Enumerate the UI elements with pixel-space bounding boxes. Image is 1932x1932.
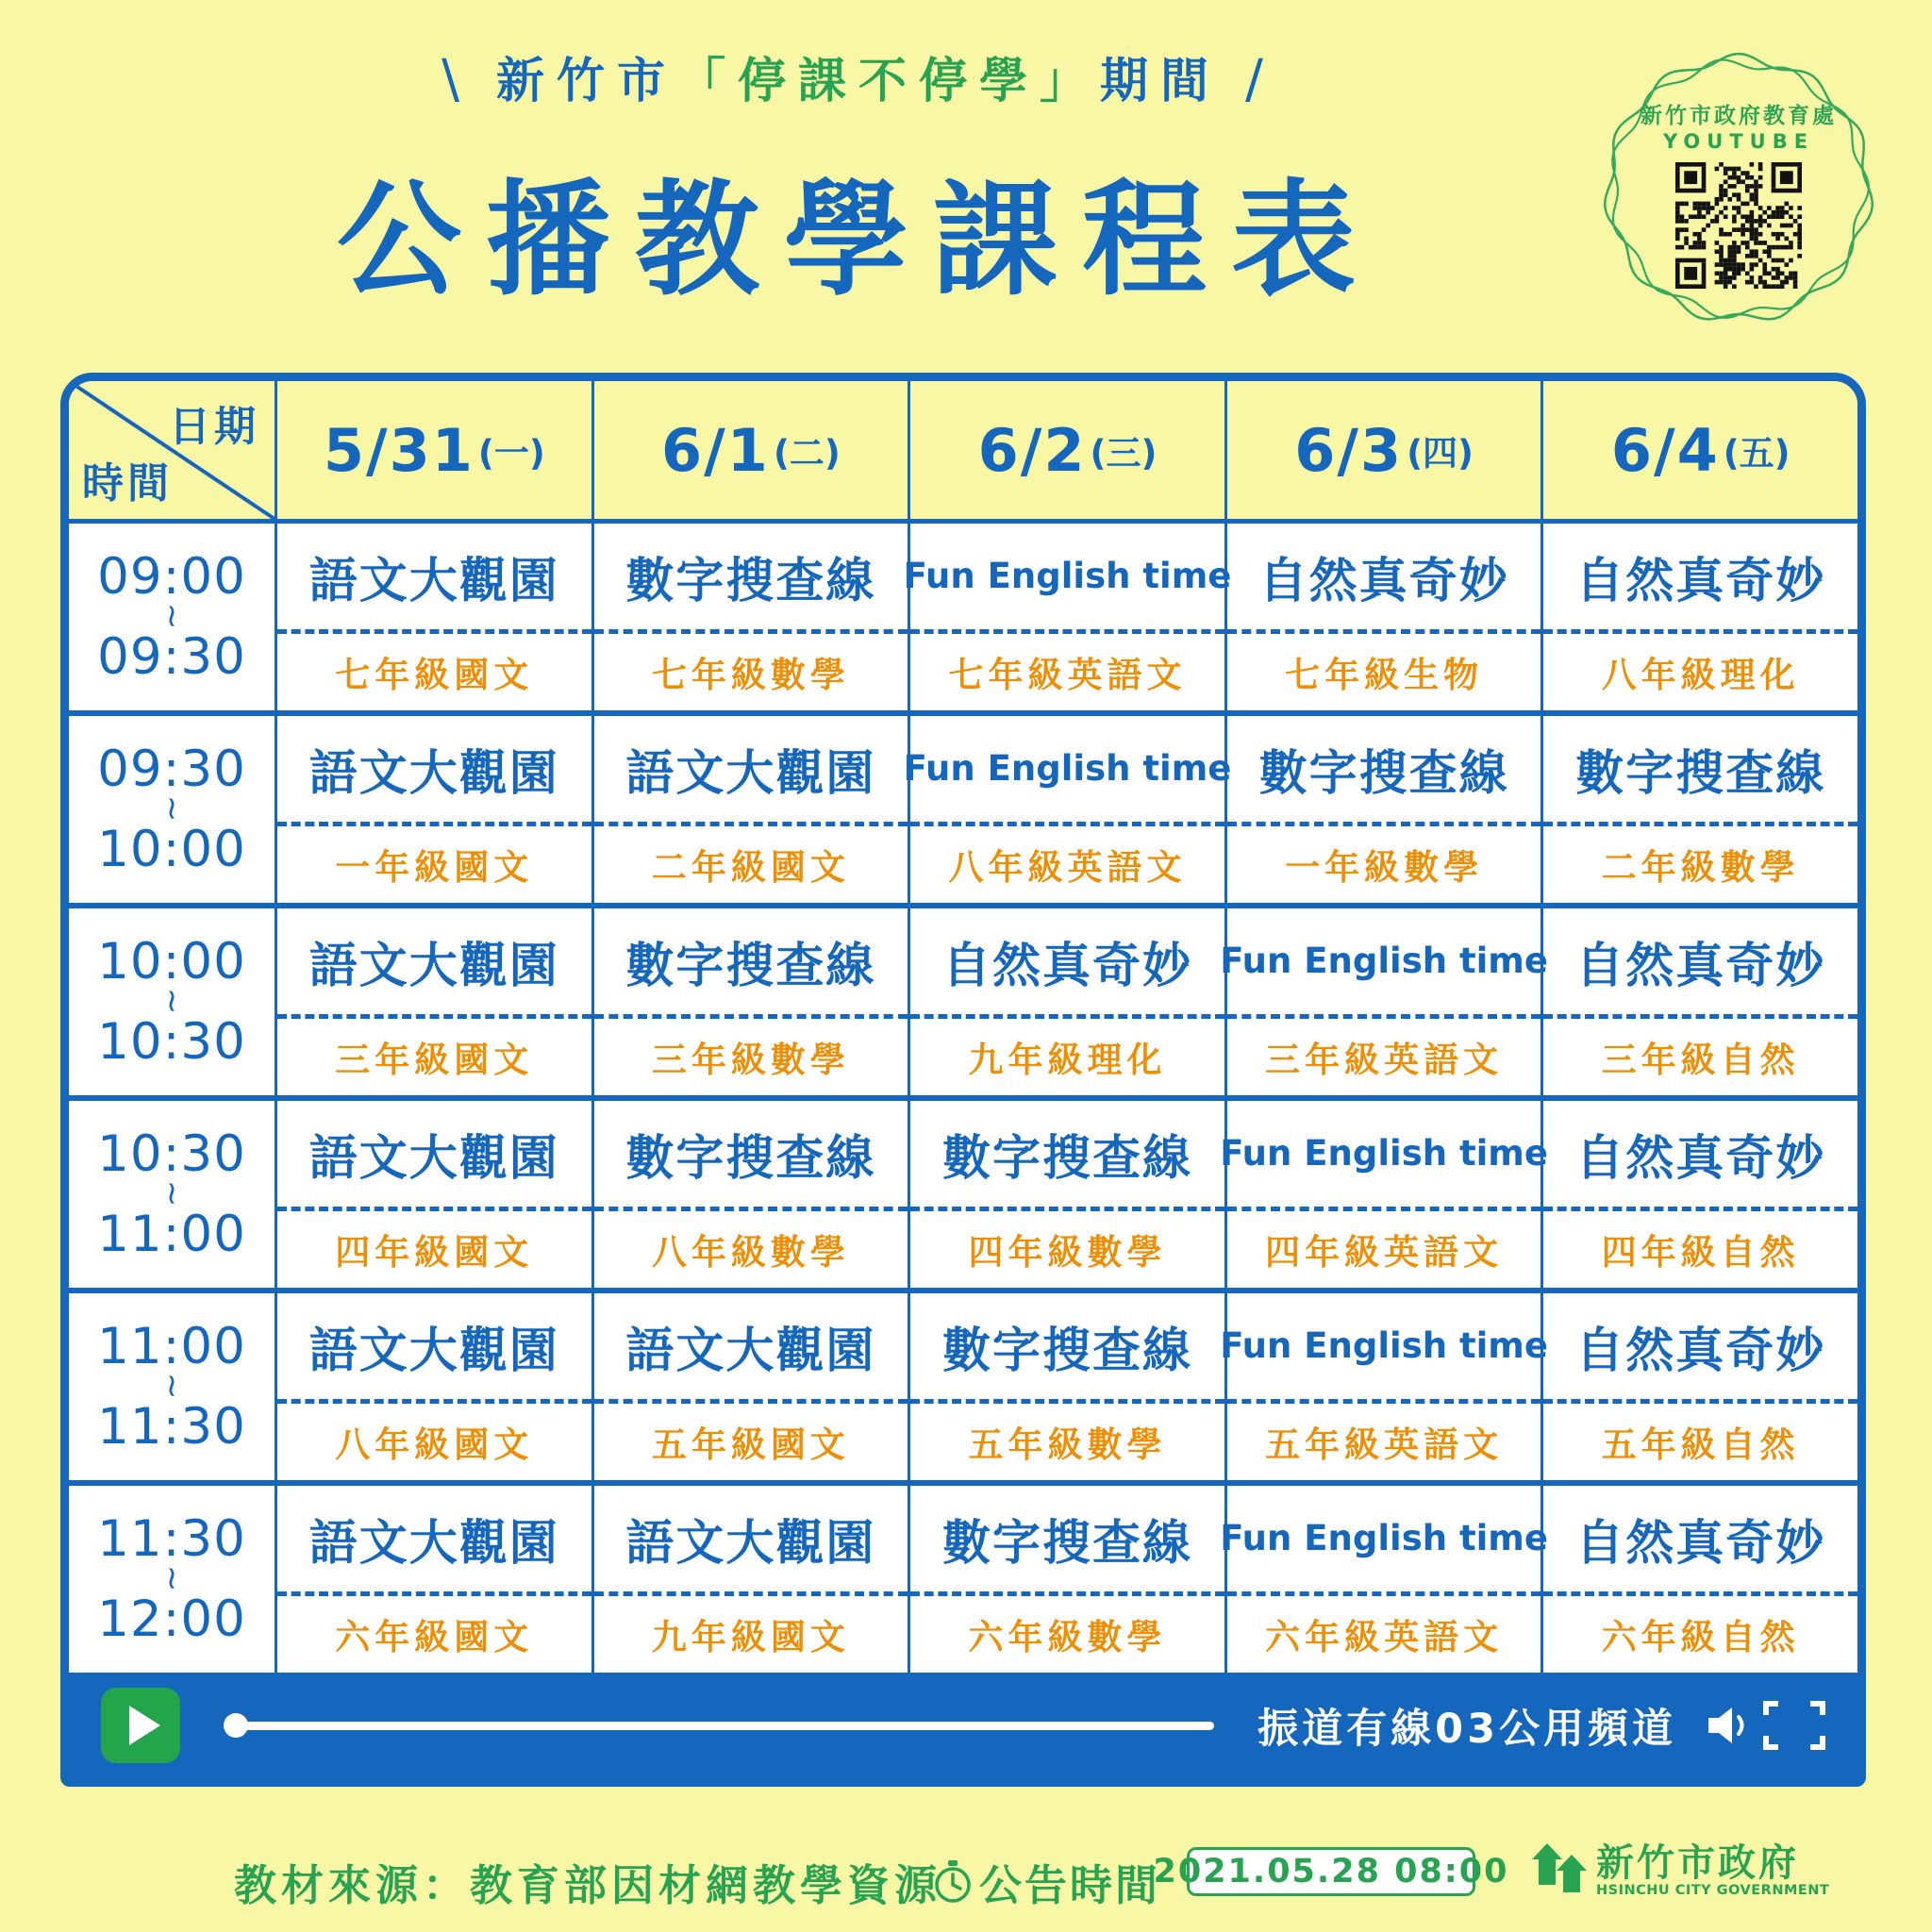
schedule-cell	[275, 1293, 591, 1480]
corner-cell	[69, 381, 275, 519]
grade-subject: 四年級自然	[1601, 1232, 1800, 1274]
fullscreen-icon[interactable]	[1763, 1701, 1825, 1750]
schedule-cell	[1541, 1486, 1857, 1673]
qr-platform-label: YOUTUBE	[1662, 130, 1815, 153]
channel-label: 振道有線03公用頻道	[1257, 1705, 1676, 1753]
grade-subject: 九年級國文	[651, 1617, 850, 1658]
grade-subject: 七年級英語文	[948, 655, 1187, 696]
schedule-body	[69, 524, 1857, 1673]
program-name: Fun English time	[1220, 941, 1548, 982]
clock-icon	[932, 1859, 974, 1905]
grade-subject: 四年級國文	[335, 1232, 534, 1274]
program-name: 數字搜查線	[941, 1515, 1192, 1572]
program-name: 語文大觀園	[308, 1130, 559, 1187]
program-name: 自然真奇妙	[1575, 553, 1826, 609]
schedule-row-4	[69, 1095, 1857, 1288]
grade-subject: 七年級國文	[335, 655, 534, 696]
program-name: 語文大觀園	[625, 1323, 876, 1379]
youtube-qr-badge	[1599, 49, 1878, 328]
schedule-cell	[275, 1486, 591, 1673]
day-weekday: (四)	[1407, 433, 1474, 474]
schedule-cell	[591, 1101, 908, 1288]
schedule-cell	[591, 1293, 908, 1480]
program-name: 自然真奇妙	[1258, 553, 1509, 609]
program-name: 語文大觀園	[308, 1515, 559, 1572]
grade-subject: 二年級國文	[651, 847, 850, 889]
corner-time-label: 時間	[82, 459, 173, 508]
program-name: 數字搜查線	[941, 1323, 1192, 1379]
schedule-cell	[908, 908, 1224, 1095]
grade-subject: 八年級國文	[335, 1424, 534, 1466]
time-start: 09:30	[97, 741, 246, 799]
city-logo-icon	[1532, 1843, 1587, 1896]
grade-subject: 四年級數學	[968, 1232, 1167, 1274]
day-header-6-2	[908, 381, 1224, 519]
time-separator: ~	[153, 1180, 192, 1208]
program-name: 數字搜查線	[625, 938, 876, 994]
program-name: 數字搜查線	[1575, 745, 1826, 802]
decorative-slash: /	[1245, 49, 1275, 110]
day-date: 6/4	[1610, 415, 1720, 485]
poster-header	[0, 42, 1717, 319]
time-start: 10:30	[97, 1125, 246, 1184]
qr-code	[1675, 162, 1802, 289]
schedule-cell	[275, 524, 591, 710]
page-title: 公播教學課程表	[337, 168, 1380, 313]
program-name: 自然真奇妙	[1575, 1515, 1826, 1572]
program-name: 語文大觀園	[308, 1323, 559, 1379]
time-end: 11:30	[97, 1397, 246, 1456]
schedule-cell	[1224, 524, 1541, 710]
grade-subject: 六年級自然	[1601, 1617, 1800, 1658]
time-start: 11:30	[97, 1510, 246, 1569]
time-slot	[69, 716, 275, 903]
grade-subject: 八年級數學	[651, 1232, 850, 1274]
poster-subtitle	[0, 42, 1717, 111]
time-separator: ~	[153, 988, 192, 1016]
grade-subject: 一年級數學	[1285, 847, 1484, 889]
grade-subject: 九年級理化	[968, 1040, 1167, 1081]
time-separator: ~	[153, 1565, 192, 1593]
day-header-6-3	[1224, 381, 1541, 519]
grade-subject: 六年級英語文	[1265, 1617, 1504, 1658]
program-name: 自然真奇妙	[941, 938, 1192, 994]
time-end: 10:00	[97, 820, 246, 878]
time-slot	[69, 1293, 275, 1480]
time-slot	[69, 1101, 275, 1288]
announce-label-text: 公告時間	[979, 1860, 1161, 1910]
program-name: Fun English time	[1220, 1325, 1548, 1367]
time-slot	[69, 524, 275, 710]
program-name: Fun English time	[903, 556, 1232, 597]
time-end: 09:30	[97, 627, 246, 686]
speaker-icon[interactable]	[1707, 1704, 1754, 1747]
schedule-cell	[591, 524, 908, 710]
announce-time-label	[932, 1851, 1160, 1912]
grade-subject: 八年級英語文	[948, 847, 1187, 889]
city-logo-name: 新竹市政府	[1596, 1841, 1799, 1885]
time-start: 09:00	[97, 548, 246, 607]
grade-subject: 一年級國文	[335, 847, 534, 889]
subtitle-suffix: 期間	[1100, 54, 1222, 109]
grade-subject: 五年級數學	[968, 1424, 1167, 1466]
grade-subject: 七年級生物	[1285, 655, 1484, 696]
grade-subject: 四年級英語文	[1265, 1232, 1504, 1274]
schedule-header-row	[69, 381, 1857, 524]
schedule-cell	[903, 524, 1232, 710]
grade-subject: 三年級國文	[335, 1040, 534, 1081]
day-weekday: (五)	[1723, 433, 1790, 474]
schedule-cell	[1220, 1101, 1548, 1288]
day-header-6-1	[591, 381, 908, 519]
program-name: 語文大觀園	[308, 938, 559, 994]
schedule-cell	[1220, 1293, 1548, 1480]
program-name: 數字搜查線	[625, 1130, 876, 1187]
grade-subject: 六年級國文	[335, 1617, 534, 1658]
schedule-cell	[908, 1486, 1224, 1673]
schedule-cell	[903, 716, 1232, 903]
schedule-cell	[1220, 908, 1548, 1095]
day-date: 6/1	[661, 415, 770, 485]
schedule-cell	[591, 908, 908, 1095]
grade-subject: 七年級數學	[651, 655, 850, 696]
grade-subject: 三年級英語文	[1265, 1040, 1504, 1081]
schedule-cell	[1224, 716, 1541, 903]
program-name: Fun English time	[903, 748, 1232, 790]
program-name: 數字搜查線	[625, 553, 876, 609]
grade-subject: 五年級國文	[651, 1424, 850, 1466]
play-icon	[129, 1706, 160, 1745]
day-date: 5/31	[323, 415, 475, 485]
time-end: 11:00	[97, 1205, 246, 1263]
day-weekday: (一)	[477, 433, 545, 474]
schedule-row-2	[69, 710, 1857, 903]
qr-org-label: 新竹市政府教育處	[1641, 104, 1837, 128]
time-end: 12:00	[97, 1590, 246, 1648]
progress-bar[interactable]	[224, 1713, 1214, 1738]
time-start: 10:00	[97, 933, 246, 991]
program-name: 數字搜查線	[941, 1130, 1192, 1187]
day-date: 6/2	[977, 415, 1087, 485]
schedule-cell	[591, 716, 908, 903]
program-name: Fun English time	[1220, 1133, 1548, 1174]
time-end: 10:30	[97, 1012, 246, 1071]
program-name: 自然真奇妙	[1575, 938, 1826, 994]
city-logo-subtitle: HSINCHU CITY GOVERNMENT	[1596, 1883, 1830, 1898]
announce-time-value: 2021.05.28 08:00	[1187, 1847, 1475, 1896]
grade-subject: 三年級數學	[651, 1040, 850, 1081]
time-separator: ~	[153, 603, 192, 631]
city-government-logo	[1532, 1843, 1829, 1898]
poster-footer	[0, 1836, 1932, 1917]
schedule-cell	[275, 908, 591, 1095]
schedule-cell	[275, 1101, 591, 1288]
day-weekday: (二)	[773, 433, 841, 474]
day-header-5-31	[275, 381, 591, 519]
schedule-row-6	[69, 1480, 1857, 1673]
grade-subject: 五年級自然	[1601, 1424, 1800, 1466]
program-name: 自然真奇妙	[1575, 1323, 1826, 1379]
schedule-cell	[1220, 1486, 1548, 1673]
schedule-row-5	[69, 1288, 1857, 1480]
time-slot	[69, 908, 275, 1095]
grade-subject: 二年級數學	[1601, 847, 1800, 889]
time-separator: ~	[153, 795, 192, 824]
program-name: 語文大觀園	[625, 745, 876, 802]
schedule-table	[60, 373, 1866, 1787]
video-player-bar	[69, 1673, 1857, 1778]
time-separator: ~	[153, 1373, 192, 1401]
day-header-6-4	[1541, 381, 1857, 519]
schedule-cell	[1541, 716, 1857, 903]
program-name: 語文大觀園	[625, 1515, 876, 1572]
schedule-cell	[1541, 1101, 1857, 1288]
day-date: 6/3	[1294, 415, 1404, 485]
schedule-cell	[1541, 908, 1857, 1095]
program-name: 數字搜查線	[1258, 745, 1509, 802]
schedule-cell	[591, 1486, 908, 1673]
schedule-row-1	[69, 524, 1857, 710]
subtitle-city: 新竹市	[495, 54, 677, 109]
grade-subject: 五年級英語文	[1265, 1424, 1504, 1466]
schedule-cell	[1541, 1293, 1857, 1480]
corner-date-label: 日期	[169, 403, 259, 451]
time-start: 11:00	[97, 1318, 246, 1376]
program-name: 語文大觀園	[308, 553, 559, 609]
grade-subject: 六年級數學	[968, 1617, 1167, 1658]
material-source-text: 教材來源：教育部因材網教學資源	[234, 1860, 942, 1910]
subtitle-quoted: 「停課不停學」	[676, 54, 1100, 109]
decorative-backslash: \	[441, 49, 472, 110]
play-button[interactable]	[101, 1688, 180, 1763]
schedule-cell	[908, 1293, 1224, 1480]
schedule-cell	[275, 716, 591, 903]
grade-subject: 八年級理化	[1601, 655, 1800, 696]
program-name: 語文大觀園	[308, 745, 559, 802]
progress-track	[243, 1722, 1214, 1730]
schedule-cell	[1541, 524, 1857, 710]
time-slot	[69, 1486, 275, 1673]
day-weekday: (三)	[1090, 433, 1158, 474]
grade-subject: 三年級自然	[1601, 1040, 1800, 1081]
schedule-row-3	[69, 903, 1857, 1095]
program-name: 自然真奇妙	[1575, 1130, 1826, 1187]
program-name: Fun English time	[1220, 1518, 1548, 1559]
schedule-cell	[908, 1101, 1224, 1288]
